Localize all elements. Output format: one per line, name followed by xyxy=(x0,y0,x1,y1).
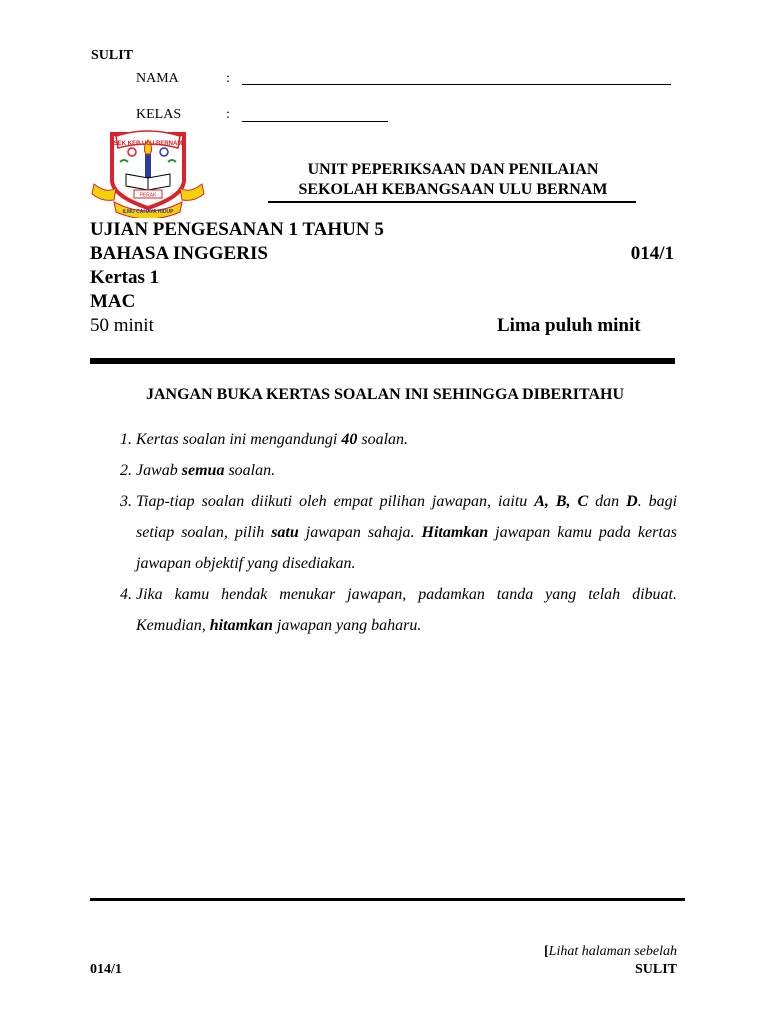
footer-divider xyxy=(90,898,685,901)
instruction-item-3: 3. Tiap-tiap soalan diikuti oleh empat pilihan jawapan, iaitu A, B, C dan D. bagi setiap soalan, pilih satu jawapan sahaja. Hitamkan jawapan kamu pada kertas jawapan objektif yang disediakan. xyxy=(136,486,677,579)
unit-title-line2: SEKOLAH KEBANGSAAN ULU BERNAM xyxy=(298,181,608,198)
exam-month: MAC xyxy=(90,291,136,312)
instruction-list xyxy=(110,424,677,641)
kelas-colon: : xyxy=(226,107,230,122)
exam-title: UJIAN PENGESANAN 1 TAHUN 5 xyxy=(90,219,384,240)
nama-field-line[interactable] xyxy=(242,84,671,85)
logo-top-text: SEK KEB ULU BERNAM xyxy=(113,141,183,147)
sulit-label-top: SULIT xyxy=(91,48,134,63)
unit-underline xyxy=(268,201,636,203)
unit-title-line1: UNIT PEPERIKSAAN DAN PENILAIAN xyxy=(307,161,599,178)
kelas-field-line[interactable] xyxy=(242,121,388,122)
school-crest-logo xyxy=(90,128,206,218)
exam-paper: Kertas 1 xyxy=(90,267,160,288)
logo-motto-text: ILMU CAHAYA HIDUP xyxy=(122,209,174,215)
exam-duration: 50 minit xyxy=(90,315,154,336)
sulit-label-bottom: SULIT xyxy=(634,962,677,977)
nama-label: NAMA xyxy=(136,71,179,86)
warning-heading: JANGAN BUKA KERTAS SOALAN INI SEHINGGA DIBERITAHU xyxy=(145,386,625,403)
next-page-text: Lihat halaman sebelah xyxy=(548,944,677,959)
bracket-glyph: [ xyxy=(543,944,549,959)
instruction-item-4: 4. Jika kamu hendak menukar jawapan, padamkan tanda yang telah dibuat. Kemudian, hitamkan jawapan yang baharu. xyxy=(136,579,677,641)
instruction-item-1: 1. Kertas soalan ini mengandungi 40 soalan. xyxy=(136,424,677,455)
exam-subject: BAHASA INGGERIS xyxy=(90,243,268,264)
kelas-label: KELAS xyxy=(136,107,182,122)
logo-state-text: PERAK xyxy=(139,192,157,199)
nama-colon: : xyxy=(226,71,230,86)
header-divider xyxy=(90,358,675,364)
exam-duration-words: Lima puluh minit xyxy=(497,315,641,336)
footer-code: 014/1 xyxy=(90,962,122,977)
exam-code: 014/1 xyxy=(630,243,674,264)
next-page-note xyxy=(531,944,677,960)
instruction-item-2: 2. Jawab semua soalan. xyxy=(136,455,677,486)
